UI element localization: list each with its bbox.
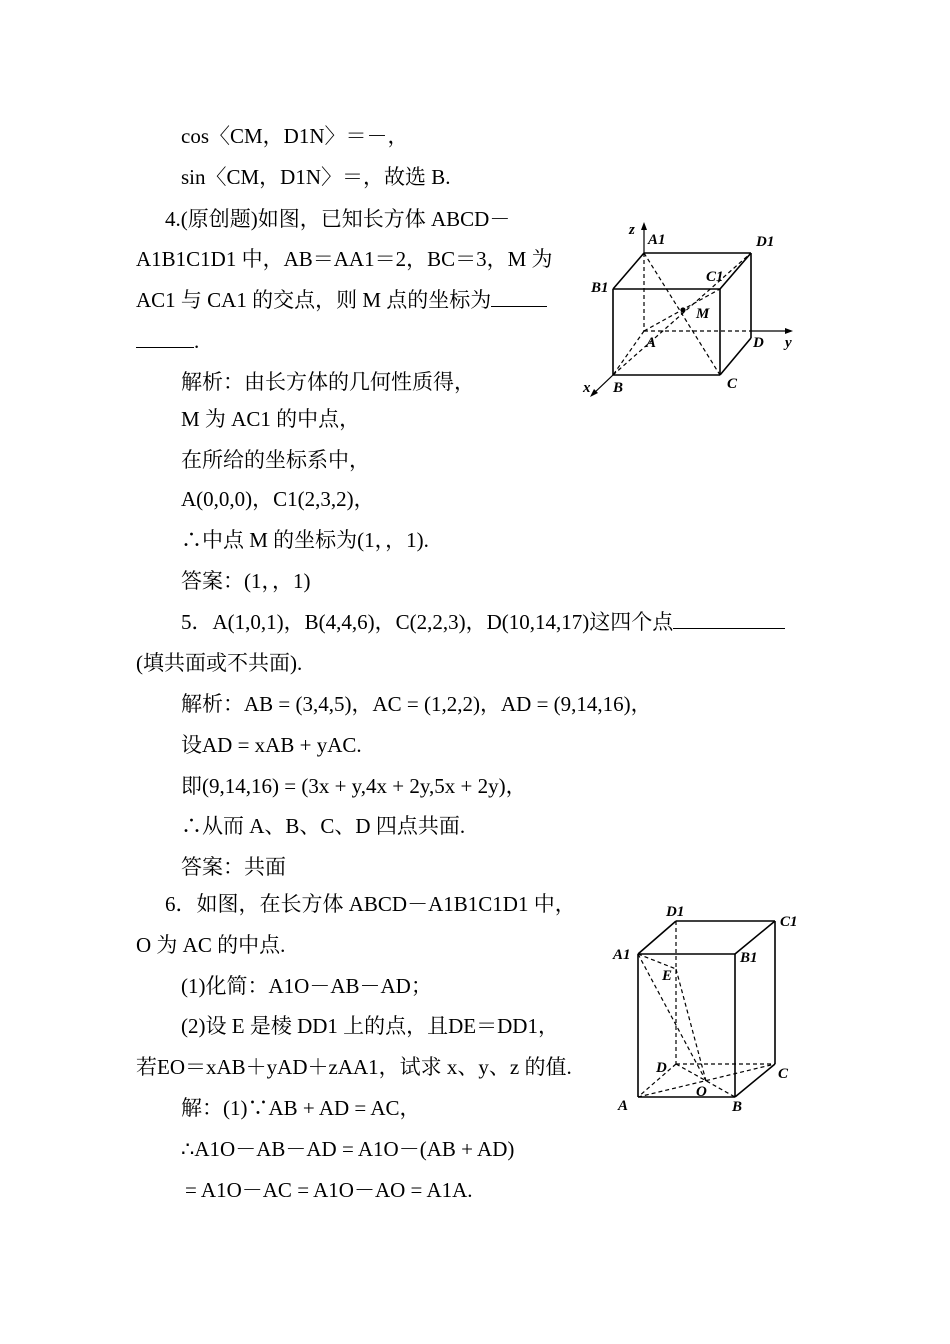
fig1-label: y (785, 335, 792, 351)
text-line: AC1 与 CA1 的交点，则 M 点的坐标为 (136, 286, 547, 314)
answer-line: 答案：(1，，1) (181, 569, 311, 593)
solution-label: 解析：由长方体的几何性质得， (181, 370, 475, 394)
fig1-label: D1 (756, 234, 775, 250)
text-line: . (136, 327, 199, 355)
cuboid-figure-6 (610, 898, 810, 1118)
solution-label: 解析：AB = (3,4,5)，AC = (1,2,2)，AD = (9,14,16)， (181, 692, 652, 716)
fig1-label: z (629, 222, 635, 238)
fig2-label: E (662, 968, 673, 984)
fig1-label: A1 (648, 232, 666, 248)
problem-5-heading: 5．A(1,0,1)，B(4,4,6)，C(2,2,3)，D(10,14,17)这四个点 (181, 608, 785, 636)
answer-blank (673, 608, 785, 629)
fig2-label: A (618, 1098, 629, 1114)
fig1-label: M (696, 306, 710, 322)
text-line: = A1O－AC = A1O－AO = A1A. (185, 1178, 473, 1202)
text-line: ∴中点 M 的坐标为(1，，1). (181, 528, 429, 552)
text-line: 若EO＝xAB＋yAD＋zAA1，试求 x、y、z 的值. (136, 1055, 572, 1079)
answer-blank (491, 286, 547, 307)
fig1-label: B1 (591, 280, 609, 296)
fig1-label: C (727, 376, 738, 392)
fig1-label: D (753, 335, 764, 351)
fig2-label: B (732, 1099, 743, 1115)
fig2-label: D1 (666, 904, 685, 920)
fig1-label: A (646, 335, 657, 351)
fig2-label: O (696, 1084, 707, 1100)
text-line: 在所给的坐标系中， (181, 448, 370, 472)
text-line: ∴从而 A、B、C、D 四点共面. (181, 814, 466, 838)
fig1-label: B (613, 380, 624, 396)
text-line: sin〈CM，D1N〉＝，故选 B. (181, 165, 451, 189)
text-line: A(0,0,0)，C1(2,3,2)， (181, 487, 375, 511)
fig2-label: C (778, 1066, 789, 1082)
fig1-label: C1 (706, 269, 724, 285)
answer-blank (136, 327, 194, 348)
answer-line: 答案：共面 (181, 855, 286, 879)
text-line: O 为 AC 的中点. (136, 933, 286, 957)
fig1-label: x (583, 380, 591, 396)
fig2-label: C1 (780, 914, 798, 930)
fig2-label: B1 (740, 950, 758, 966)
text-line: ∴A1O－AB－AD = A1O－(AB + AD) (181, 1137, 515, 1161)
text-line: (2)设 E 是棱 DD1 上的点，且DE＝DD1， (181, 1014, 559, 1038)
solution-label: 解：(1)∵AB + AD = AC， (181, 1096, 421, 1120)
fig2-label: D (656, 1060, 667, 1076)
text-line: cos〈CM，D1N〉＝－， (181, 124, 409, 148)
text-line: 设AD = xAB + yAC. (181, 733, 362, 757)
text-line: M 为 AC1 的中点， (181, 407, 361, 431)
text-line: 即(9,14,16) = (3x + y,4x + 2y,5x + 2y)， (181, 774, 527, 798)
problem-4-heading: 4.(原创题)如图，已知长方体 ABCD－ (165, 207, 511, 231)
cuboid-figure-4 (580, 220, 810, 400)
fig2-label: A1 (613, 947, 631, 963)
problem-6-heading: 6．如图，在长方体 ABCD－A1B1C1D1 中， (165, 892, 576, 916)
text-line: (1)化简：A1O－AB－AD； (181, 974, 432, 998)
text-line: (填共面或不共面). (136, 651, 303, 675)
text-line: A1B1C1D1 中，AB＝AA1＝2，BC＝3，M 为 (136, 247, 553, 271)
